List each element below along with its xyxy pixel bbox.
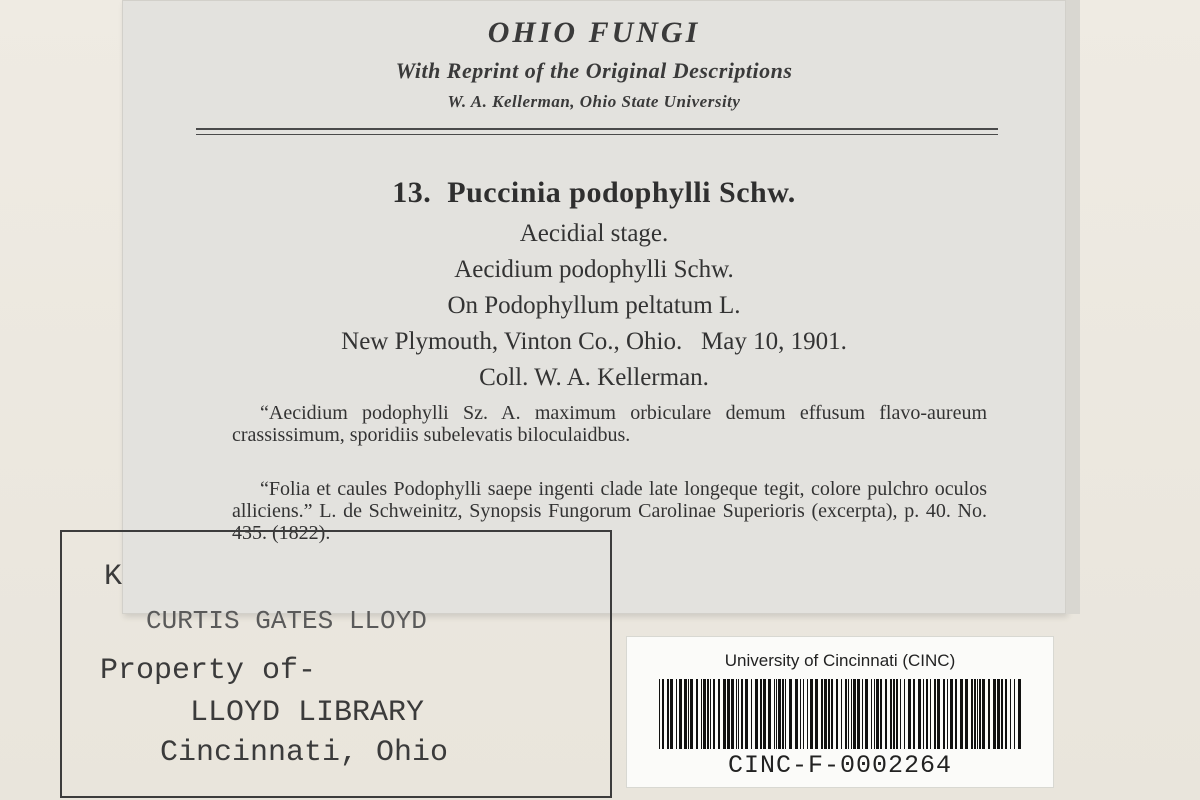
barcode-bar <box>853 679 856 749</box>
species-title: 13. Puccinia podophylli Schw. <box>392 176 796 209</box>
barcode-bar <box>960 679 963 749</box>
barcode-bar <box>718 679 720 749</box>
printed-specimen-label <box>122 0 1066 614</box>
barcode-bar <box>937 679 940 749</box>
stamp-city-line: Cincinnati, Ohio <box>160 736 449 770</box>
barcode-bar <box>836 679 838 749</box>
barcode-bar <box>741 679 743 749</box>
locality-line: New Plymouth, Vinton Co., Ohio. May 10, 1901. <box>341 328 847 355</box>
barcode-bar <box>803 679 804 749</box>
barcode-bar <box>890 679 892 749</box>
barcode-bar <box>918 679 921 749</box>
barcode-bar <box>821 679 823 749</box>
barcode-label <box>626 636 1054 788</box>
barcode-bar <box>774 679 775 749</box>
stamp-library-line: LLOYD LIBRARY <box>190 696 425 730</box>
barcode-bar <box>1014 679 1015 749</box>
barcode-bar <box>848 679 849 749</box>
barcode-bar <box>1005 679 1007 749</box>
barcode-bar <box>965 679 968 749</box>
barcode-bar <box>785 679 786 749</box>
barcode-bar <box>908 679 911 749</box>
barcode-bar <box>782 679 784 749</box>
barcode-bar <box>676 679 677 749</box>
barcode-bar <box>982 679 985 749</box>
series-title: OHIO FUNGI <box>487 16 701 49</box>
barcode-bar <box>871 679 872 749</box>
barcode-bar <box>950 679 953 749</box>
barcode-bar <box>701 679 702 749</box>
barcode-bar <box>880 679 882 749</box>
barcode-bar <box>893 679 895 749</box>
barcode-bar <box>760 679 762 749</box>
barcode-bar <box>955 679 957 749</box>
barcode-bar <box>751 679 752 749</box>
barcode-bar <box>713 679 715 749</box>
barcode-bar <box>979 679 981 749</box>
barcode-bar <box>696 679 698 749</box>
barcode-bar <box>789 679 792 749</box>
barcode-bar <box>857 679 860 749</box>
barcode-bar <box>874 679 875 749</box>
label-edge <box>1066 0 1080 614</box>
barcode-bar <box>745 679 748 749</box>
catalog-number: CINC-F-0002264 <box>727 751 953 780</box>
barcode-bar <box>988 679 990 749</box>
stamp-obscured-line: CURTIS GATES LLOYD <box>146 606 427 636</box>
series-subtitle: With Reprint of the Original Descriptions <box>395 58 793 83</box>
barcode-bar <box>904 679 905 749</box>
barcode-bar <box>810 679 813 749</box>
barcode-bar <box>926 679 928 749</box>
barcode-bar <box>707 679 709 749</box>
barcode-bar <box>768 679 771 749</box>
barcode-bar <box>971 679 973 749</box>
barcode-bar <box>1001 679 1003 749</box>
barcode-bar <box>876 679 879 749</box>
barcode-bar <box>659 679 660 749</box>
barcode-bar <box>684 679 687 749</box>
barcode-bar <box>947 679 948 749</box>
barcode-bar <box>703 679 706 749</box>
barcode-bar <box>755 679 758 749</box>
barcode-bar <box>679 679 682 749</box>
barcode-bar <box>667 679 669 749</box>
barcode-bar <box>710 679 711 749</box>
barcode-bar <box>763 679 766 749</box>
barcode-bar <box>913 679 915 749</box>
synonym-line: Aecidium podophylli Schw. <box>454 256 734 283</box>
barcode-bar <box>930 679 931 749</box>
barcode-bar <box>1018 679 1021 749</box>
stamp-property-line: Property of- <box>100 654 317 688</box>
collector-line: Coll. W. A. Kellerman. <box>479 364 709 391</box>
title-rule-thin <box>196 134 998 135</box>
barcode-bar <box>1010 679 1011 749</box>
stage-line: Aecidial stage. <box>519 220 669 247</box>
barcode-bar <box>977 679 978 749</box>
barcode-bar <box>824 679 827 749</box>
barcode-bar <box>662 679 664 749</box>
barcode-bar <box>727 679 730 749</box>
host-line: On Podophyllum peltatum L. <box>447 292 741 319</box>
barcode-bar <box>800 679 801 749</box>
barcode-bar <box>738 679 739 749</box>
barcode-bar <box>993 679 996 749</box>
barcode-bar <box>865 679 868 749</box>
barcode-bar <box>778 679 781 749</box>
series-author: W. A. Kellerman, Ohio State University <box>447 92 741 111</box>
title-rule <box>196 128 998 130</box>
barcode-bar <box>795 679 798 749</box>
barcode-bar <box>997 679 1000 749</box>
barcode-bar <box>828 679 830 749</box>
barcode-bar <box>723 679 726 749</box>
barcode-bar <box>776 679 777 749</box>
stamp-partial-line: K <box>104 560 123 594</box>
barcode-bar <box>851 679 852 749</box>
institution-name: University of Cincinnati (CINC) <box>724 651 956 670</box>
barcode-bar <box>974 679 976 749</box>
barcode-bar <box>736 679 737 749</box>
barcode-bar <box>896 679 898 749</box>
barcode-bar <box>943 679 945 749</box>
barcode-bar <box>731 679 734 749</box>
barcode <box>657 679 1023 749</box>
original-description: “Aecidium podophylli Sz. A. maximum orbiculare demum effusum flavo-aureum crassissimum, sporidiis subelevatis biloculaidbus. <box>232 402 987 446</box>
original-description-citation: “Folia et caules Podophylli saepe ingenti clade late longeque tegit, colore pulchro oculos alliciens.” L. de Schweinitz, Synopsis Fungorum Carolinae Superioris (excerpta), p. 40. No. 435. (1822). <box>232 478 987 544</box>
barcode-bar <box>845 679 847 749</box>
barcode-bar <box>862 679 863 749</box>
barcode-bar <box>934 679 936 749</box>
barcode-bar <box>923 679 924 749</box>
barcode-bar <box>831 679 833 749</box>
barcode-bar <box>807 679 808 749</box>
barcode-bar <box>841 679 842 749</box>
barcode-bar <box>690 679 693 749</box>
barcode-bar <box>900 679 901 749</box>
barcode-bar <box>670 679 673 749</box>
barcode-bar <box>815 679 818 749</box>
barcode-bar <box>885 679 887 749</box>
barcode-bar <box>688 679 689 749</box>
